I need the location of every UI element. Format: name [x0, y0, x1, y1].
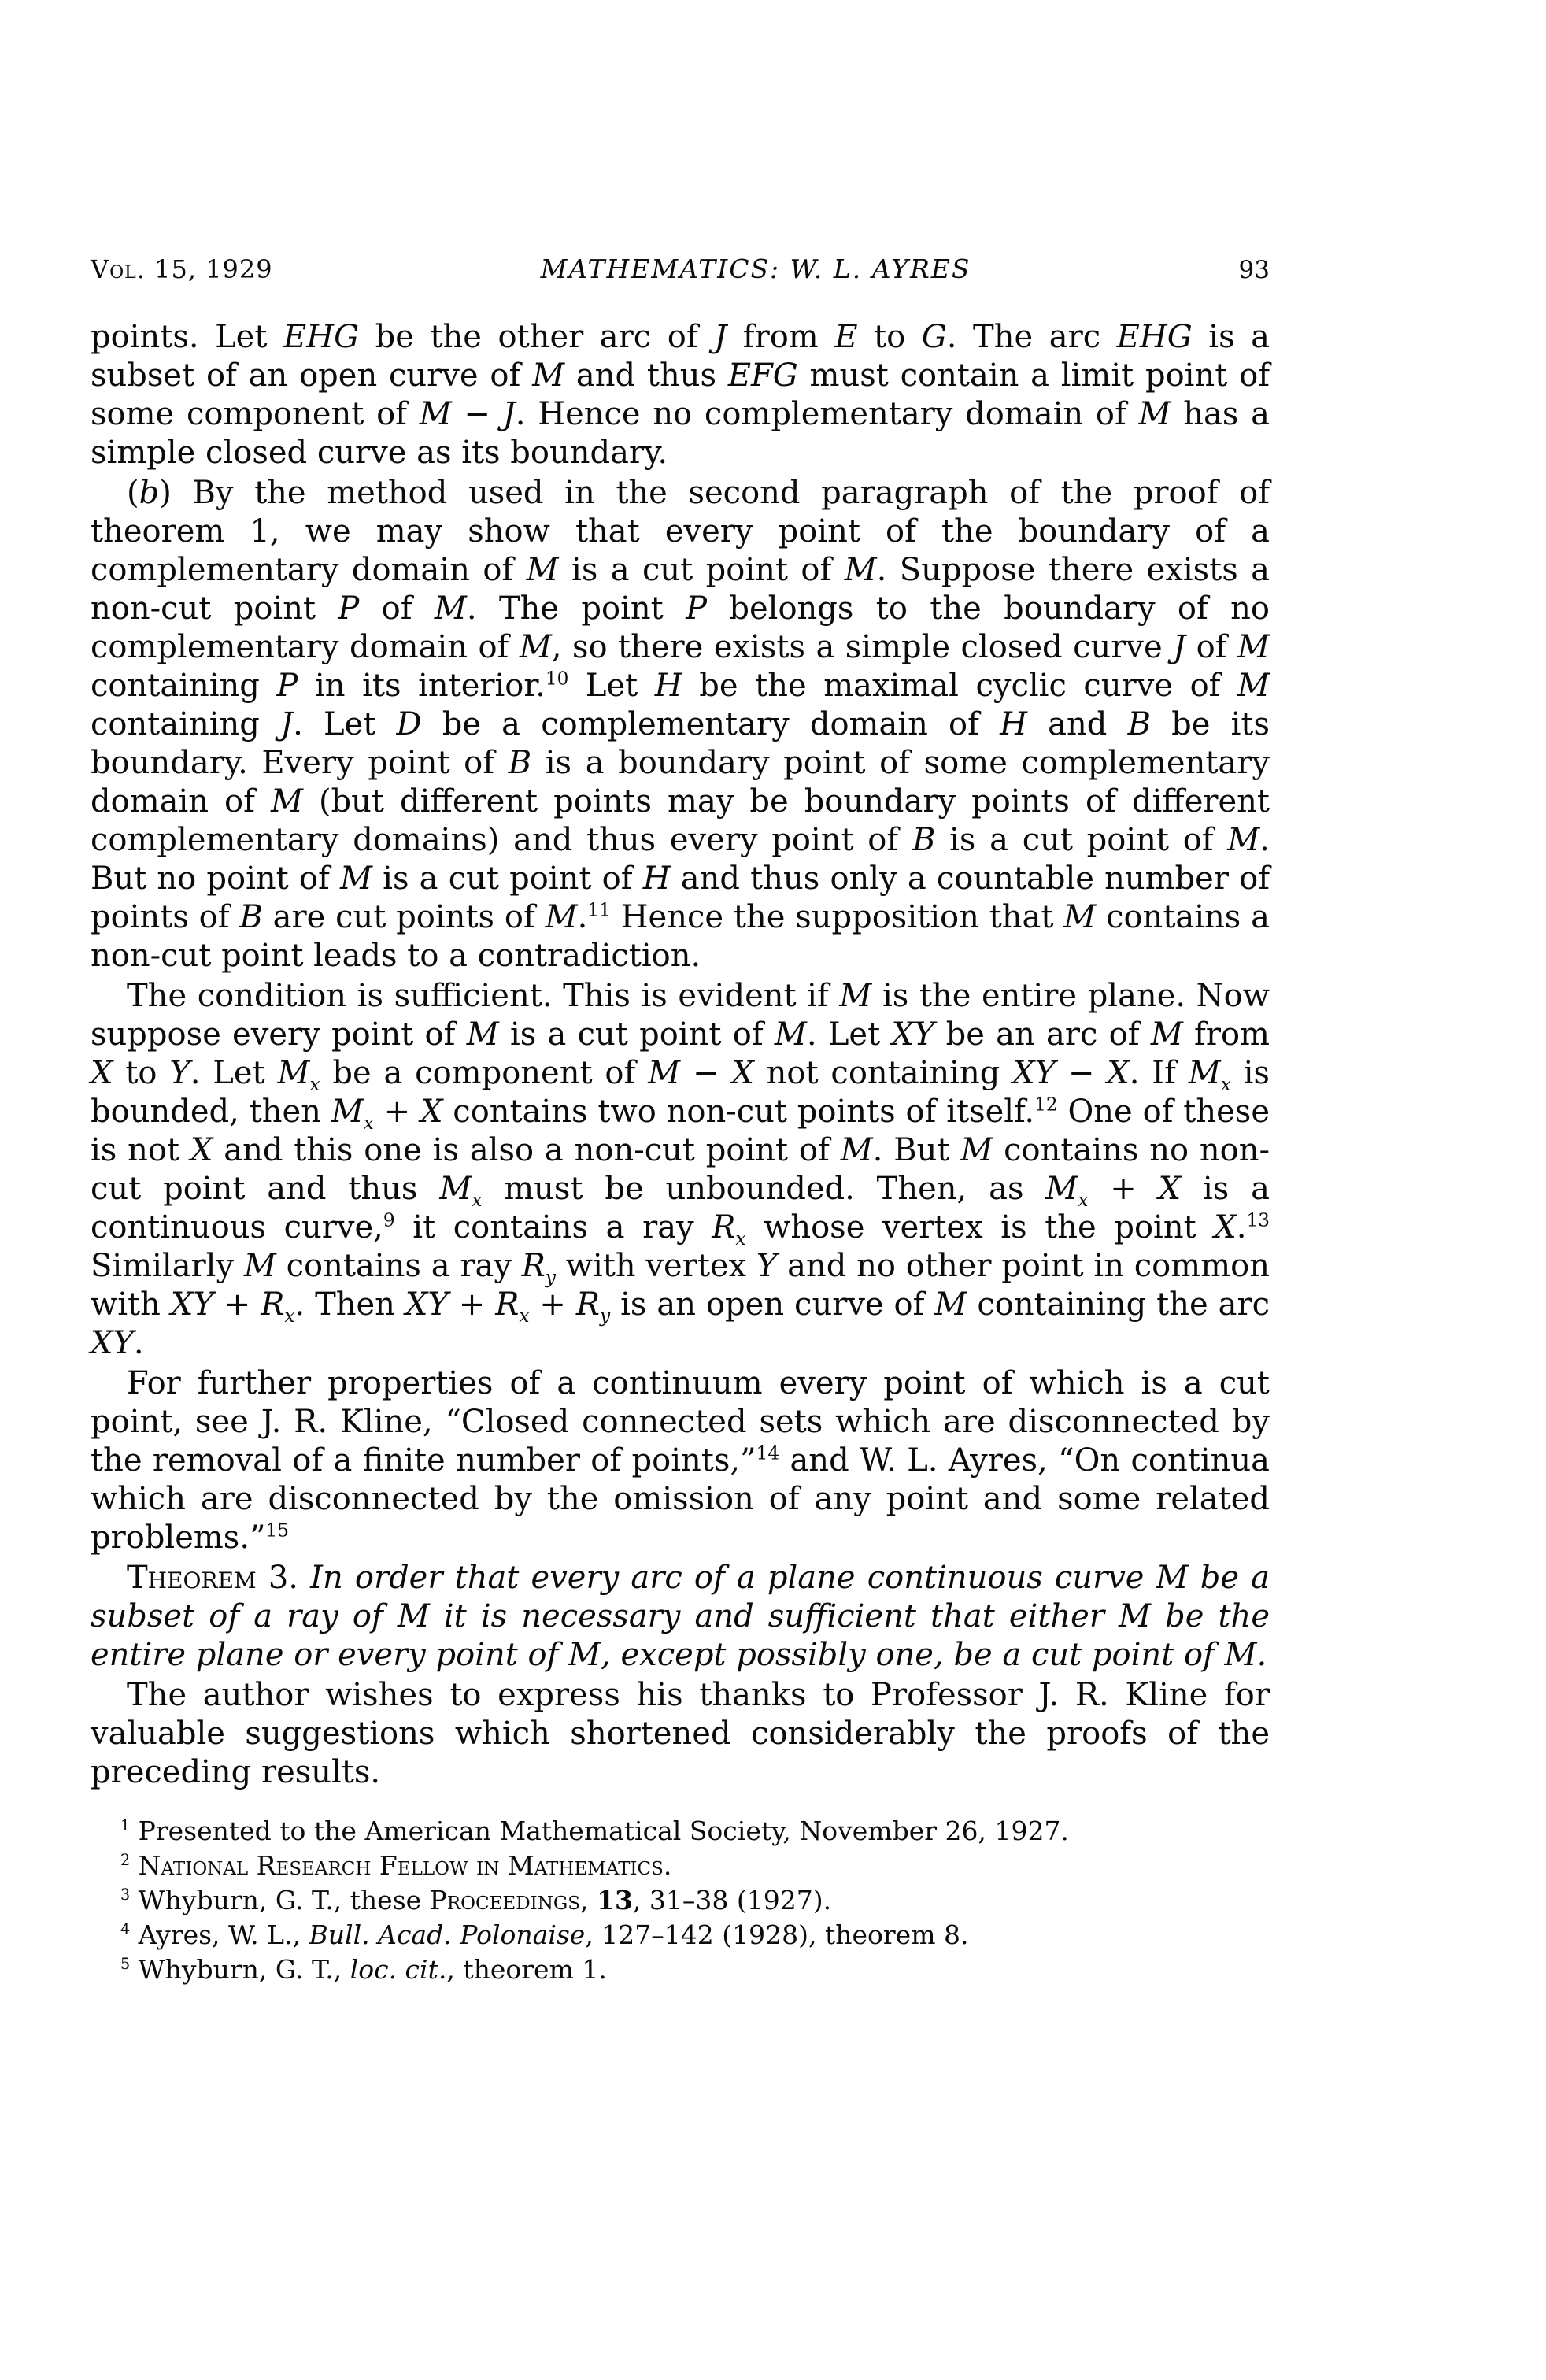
- page-number: 93: [1238, 256, 1270, 284]
- footnotes-block: [91, 1814, 1270, 1987]
- running-title: MATHEMATICS: W. L. AYRES: [540, 254, 971, 284]
- paragraph-sufficiency-proof: The condition is sufficient. This is evident if M is the entire plane. Now suppose every point of M is a cut point of M. Let XY be an arc of M from X to Y. Let $M_x$ be a component of M − X not containing XY − X. If $M_x$ is bounded, then $M_x + X$ contains two non-cut points of itself.$^{12}$ One of these is not X and this one is also a non-cut point of M. But M contains no non-cut point and thus $M_x$ must be unbounded. Then, as $M_x + X$ is a continuous curve,$^9$ it contains a ray $R_x$ whose vertex is the point X.$^{13}$ Similarly M contains a ray $R_y$ with vertex Y and no other point in common with XY + $R_x$. Then XY + $R_x + R_y$ is an open curve of M containing the arc XY.: [91, 978, 1270, 1361]
- paragraph-part-b-proof: (b) By the method used in the second paragraph of the proof of theorem 1, we may show that every point of the boundary of a complementary domain of M is a cut point of M. Suppose there exists a non-cut point P of M. The point P belongs to the boundary of no complementary domain of M, so there exists a simple closed curve J of M containing P in its interior.$^{10}$ Let H be the maximal cyclic curve of M containing J. Let D be a complementary domain of H and B be its boundary. Every point of B is a boundary point of some complementary domain of M (but different points may be boundary points of different complementary domains) and thus every point of B is a cut point of M. But no point of M is a cut point of H and thus only a countable number of points of B are cut points of M.$^{11}$ Hence the supposition that M contains a non-cut point leads to a contradiction.: [91, 475, 1270, 974]
- footnote-5: $^5$ Whyburn, G. T., loc. cit., theorem 1.: [120, 1954, 607, 1985]
- footnote-3: $^3$ Whyburn, G. T., these Proceedings, 13, 31–38 (1927).: [120, 1885, 832, 1915]
- paragraph-further-references: For further properties of a continuum every point of which is a cut point, see J. R. Kline, “Closed connected sets which are disconnected by the removal of a finite number of points,”$^{14}$ and W. L. Ayres, “On continua which are disconnected by the omission of any point and some related problems.”$^{15}$: [91, 1365, 1270, 1556]
- paragraph-acknowledgment: The author wishes to express his thanks to Professor J. R. Kline for valuable suggestions which shortened considerably the proofs of the preceding results.: [91, 1677, 1270, 1790]
- footnote-1: $^1$ Presented to the American Mathematical Society, November 26, 1927.: [120, 1816, 1069, 1846]
- volume-date: Vol. 15, 1929: [91, 254, 273, 284]
- article-body: [91, 318, 1270, 1987]
- page-header: [91, 254, 1270, 284]
- paragraph-continuation: points. Let EHG be the other arc of J from E to G. The arc EHG is a subset of an open curve of M and thus EFG must contain a limit point of some component of M − J. Hence no complementary domain of M has a simple closed curve as its boundary.: [91, 319, 1270, 471]
- footnote-4: $^4$ Ayres, W. L., Bull. Acad. Polonaise, 127–142 (1928), theorem 8.: [120, 1919, 969, 1950]
- footnote-2: $^2$ National Research Fellow in Mathematics.: [120, 1850, 672, 1881]
- paragraph-theorem-3: Theorem 3. In order that every arc of a plane continuous curve M be a subset of a ray of M it is necessary and sufficient that either M be the entire plane or every point of M, except possibly one, be a cut point of M.: [91, 1560, 1270, 1673]
